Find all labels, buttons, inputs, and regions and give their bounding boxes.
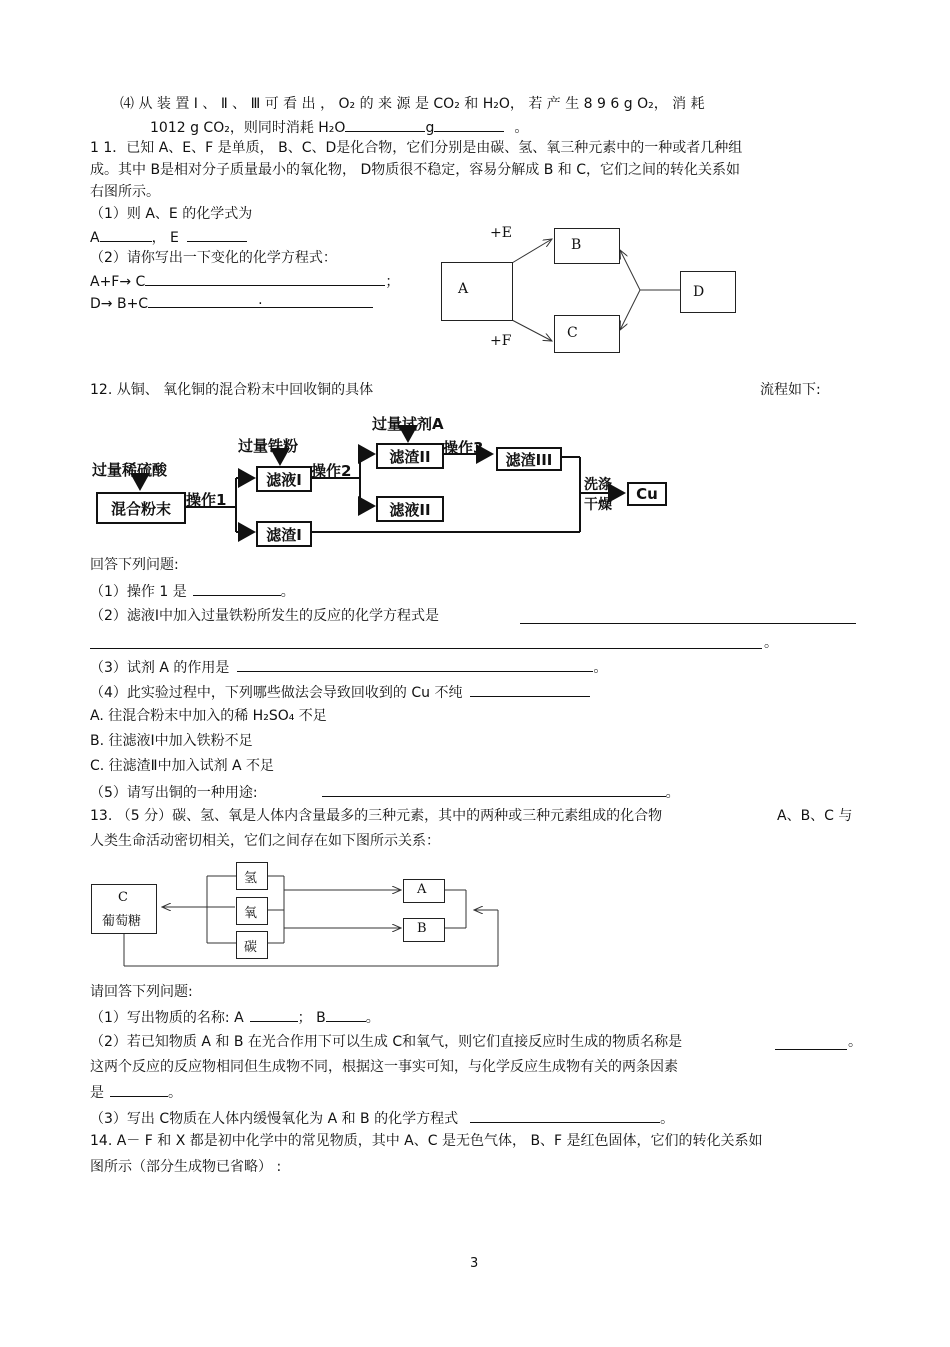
q13-blank-b[interactable] bbox=[326, 1007, 366, 1022]
q12-option-b: B. 往滤液Ⅰ中加入铁粉不足 bbox=[90, 733, 253, 749]
q12-box-residue3: 滤渣III bbox=[496, 447, 562, 471]
q13-node-a bbox=[403, 879, 445, 903]
q10-part4-line1: ⑷ 从 装 置 Ⅰ 、 Ⅱ 、 Ⅲ 可 看 出 ， O₂ 的 来 源 是 CO₂ 和 H₂O， 若 产 生 8 9 6 g O₂， 消 耗 bbox=[120, 96, 705, 112]
q13-sub1-end: 。 bbox=[365, 1010, 380, 1026]
q11-node-b-label: B bbox=[571, 237, 582, 253]
q12-op1: 操作1 bbox=[186, 491, 227, 509]
q12-reagent-a: 过量试剂A bbox=[372, 415, 444, 433]
q12-sub1-text: （1）操作 1 是 bbox=[90, 584, 187, 600]
q11-eq1-end: ； bbox=[385, 274, 400, 290]
q11-intro-line1: 1 1．已知 A、E、F 是单质， B、C、D是化合物，它们分别是由碳、氢、氧三种元素中的一种或者几种组 bbox=[90, 140, 743, 156]
q10-line2-text: 1012 g CO₂，则同时消耗 H₂O bbox=[150, 120, 346, 136]
q13-sub2-line1-end: 。 bbox=[848, 1034, 862, 1050]
q13-sub3-blank[interactable] bbox=[470, 1108, 660, 1123]
q12-op3: 操作3 bbox=[443, 439, 484, 457]
q13-intro-line2: 人类生命活动密切相关，它们之间存在如下图所示关系： bbox=[90, 833, 440, 849]
q13-c-name: 葡萄糖 bbox=[102, 914, 142, 929]
q12-iron-powder: 过量铁粉 bbox=[238, 437, 299, 455]
q11-label-a: A bbox=[90, 230, 100, 246]
q13-sub2-line3-end: 。 bbox=[168, 1085, 182, 1101]
q12-wash-label: 洗涤 bbox=[584, 477, 612, 493]
q13-element-hydrogen bbox=[236, 862, 268, 890]
q13-sub2-blank[interactable] bbox=[775, 1035, 847, 1050]
q12-box-cu: Cu bbox=[627, 482, 667, 506]
q13-sub1-text: （1）写出物质的名称: A bbox=[90, 1010, 244, 1026]
q12-reagent-acid: 过量稀硫酸 bbox=[92, 461, 168, 479]
q11-node-c-label: C bbox=[567, 325, 578, 341]
q12-answer-intro: 回答下列问题: bbox=[90, 557, 179, 573]
q12-dry-label: 干燥 bbox=[584, 497, 612, 513]
q11-eq1-label: A+F→ C bbox=[90, 274, 146, 290]
q12-intro-left: 12. 从铜、 氧化铜的混合粉末中回收铜的具体 bbox=[90, 382, 374, 398]
q11-eq2-dot: . bbox=[258, 292, 263, 308]
q13-sub3 bbox=[90, 1108, 674, 1128]
q13-sub2-line1: （2）若已知物质 A 和 B 在光合作用下可以生成 C和氧气，则它们直接反应时生成的物质名称是 bbox=[90, 1034, 683, 1050]
q12-sub3-end: 。 bbox=[593, 660, 608, 676]
q12-option-c: C. 往滤渣Ⅱ中加入试剂 A 不足 bbox=[90, 758, 275, 774]
q12-sub4-text: （4）此实验过程中，下列哪些做法会导致回收到的 Cu 不纯 bbox=[90, 685, 463, 701]
q12-sub2: （2）滤液Ⅰ中加入过量铁粉所发生的反应的化学方程式是 bbox=[90, 608, 440, 624]
q13-blank-a[interactable] bbox=[250, 1007, 298, 1022]
q12-box-filtrate2: 滤液II bbox=[376, 496, 444, 522]
q13-sub2-line2: 这两个反应的反应物相同但生成物不同，根据这一事实可知，与化学反应生成物有关的两条因素 bbox=[90, 1059, 678, 1075]
q12-sub5-end: 。 bbox=[665, 785, 680, 801]
q12-sub1-end: 。 bbox=[280, 584, 295, 600]
q13-el-o-label: 氧 bbox=[244, 906, 258, 921]
q13-node-c-glucose bbox=[91, 884, 157, 934]
q12-box-filtrate1: 滤液I bbox=[256, 466, 312, 492]
q10-unit: g bbox=[425, 120, 435, 136]
q13-sub2-factors-blank[interactable] bbox=[110, 1082, 168, 1097]
q13-node-a-label: A bbox=[417, 882, 427, 897]
q13-sub2-line3-text: 是 bbox=[90, 1085, 104, 1101]
q12-op2: 操作2 bbox=[311, 462, 352, 480]
q12-sub2-end: 。 bbox=[764, 635, 778, 651]
q12-option-a: A. 往混合粉末中加入的稀 H₂SO₄ 不足 bbox=[90, 708, 327, 724]
q14-line2: 图所示（部分生成物已省略） : bbox=[90, 1159, 282, 1175]
q13-sub2-line3 bbox=[90, 1082, 182, 1102]
q11-sub2: （2）请你写出一下变化的化学方程式： bbox=[90, 250, 337, 266]
q13-node-b-label: B bbox=[417, 921, 427, 936]
q13-sub1-mid: ； B bbox=[297, 1010, 326, 1026]
q12-sub3-text: （3）试剂 A 的作用是 bbox=[90, 660, 230, 676]
q13-sub3-text: （3）写出 C物质在人体内缓慢氧化为 A 和 B 的化学方程式 bbox=[90, 1111, 459, 1127]
q10-end: 。 bbox=[514, 120, 529, 136]
q13-element-oxygen bbox=[236, 897, 268, 925]
q11-sub1: （1）则 A、E 的化学式为 bbox=[90, 206, 253, 222]
q13-intro-line1-left: 13. （5 分）碳、氢、氧是人体内含量最多的三种元素，其中的两种或三种元素组成的化合物 bbox=[90, 808, 663, 824]
q12-box-residue1: 滤渣I bbox=[256, 521, 312, 547]
q12-sub5-text: （5）请写出铜的一种用途: bbox=[90, 785, 258, 801]
q13-answer-intro: 请回答下列问题: bbox=[90, 984, 193, 1000]
q13-element-carbon bbox=[236, 931, 268, 959]
q13-el-h-label: 氢 bbox=[244, 871, 258, 886]
q13-sub3-end: 。 bbox=[660, 1111, 675, 1127]
q11-label-plus-e: +E bbox=[490, 225, 512, 241]
q13-node-b bbox=[403, 918, 445, 942]
q11-eq2-label: D→ B+C bbox=[90, 296, 149, 312]
q12-intro-right: 流程如下: bbox=[760, 382, 821, 398]
q13-intro-line1-right: A、B、C 与 bbox=[777, 808, 853, 824]
q11-intro-line2: 成。其中 B是相对分子质量最小的氧化物， D物质很不稳定，容易分解成 B 和 C，它们之间的转化关系如 bbox=[90, 162, 741, 178]
q12-box-residue2: 滤渣II bbox=[376, 443, 444, 469]
q12-box-mixed-powder: 混合粉末 bbox=[96, 492, 186, 524]
q11-node-d-label: D bbox=[693, 284, 705, 300]
q14-line1: 14. A－ F 和 X 都是初中化学中的常见物质，其中 A、C 是无色气体， B、F 是红色固体，它们的转化关系如 bbox=[90, 1133, 763, 1149]
q11-label-e: ， E bbox=[151, 230, 179, 246]
q13-c-label: C bbox=[118, 890, 128, 905]
q11-label-plus-f: +F bbox=[490, 333, 512, 349]
page-number: 3 bbox=[470, 1256, 479, 1271]
q11-intro-line3: 右图所示。 bbox=[90, 184, 160, 200]
q11-node-a-label: A bbox=[458, 281, 469, 297]
q13-el-c-label: 碳 bbox=[244, 940, 258, 955]
q13-sub1 bbox=[90, 1007, 380, 1027]
